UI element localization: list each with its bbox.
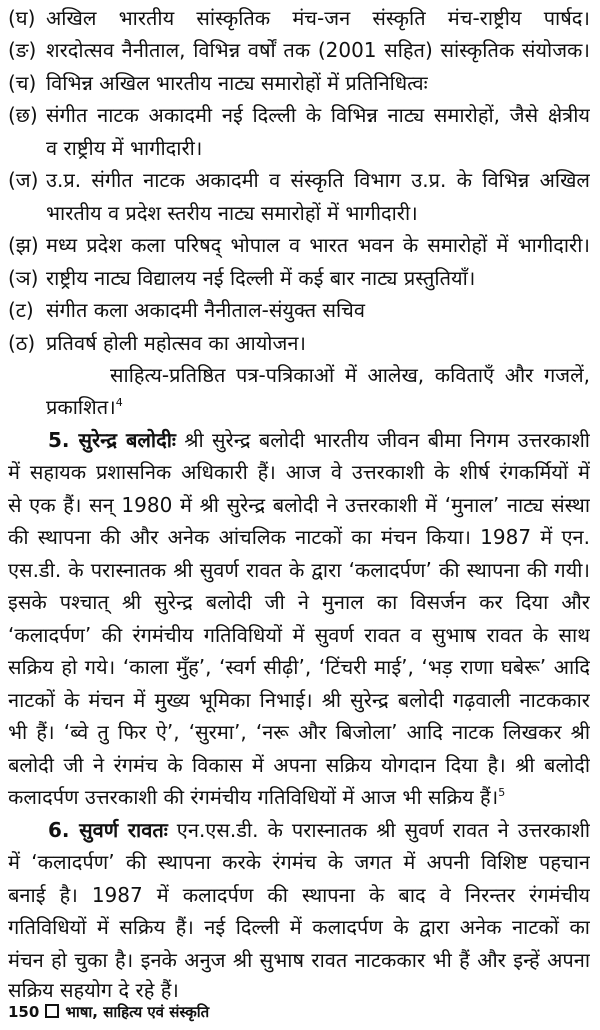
list-item: (घ) अखिल भारतीय सांस्कृतिक मंच-जन संस्कृति मंच-राष्ट्रीय पार्षद।: [8, 2, 590, 34]
section-6-first-line: 6. सुवर्ण रावतः एन.एस.डी. के परास्नातक श्री सुवर्ण रावत ने उत्तरकाशी: [48, 818, 590, 842]
paragraph-line: कलादर्पण उत्तरकाशी की रंगमंचीय गतिविधियों में आज भी सक्रिय हैं।$^5$: [8, 785, 506, 809]
paragraph-line: सक्रिय सहयोग दे रहे हैं।: [8, 978, 179, 1002]
paragraph-line: बनाई है। 1987 में कलादर्पण की स्थापना के बाद वे निरन्तर रंगमंचीय: [8, 883, 590, 907]
paragraph-line: से एक हैं। सन् 1980 में श्री सुरेन्द्र बलोदी ने उत्तरकाशी में ‘मुनाल’ नाट्य संस्था: [8, 493, 590, 517]
list-item: (ङ) शरदोत्सव नैनीताल, विभिन्न वर्षों तक (2001 सहित) सांस्कृतिक संयोजक।: [8, 34, 590, 66]
list-marker: (छ): [8, 103, 38, 127]
list-item: (ज) उ.प्र. संगीत नाटक अकादमी व संस्कृति विभाग उ.प्र. के विभिन्न अखिल: [8, 164, 590, 196]
list-marker: (झ): [8, 233, 39, 257]
list-marker: (घ): [8, 6, 36, 30]
paragraph-line: में सहायक प्रशासनिक अधिकारी हैं। आज वे उत्तरकाशी के शीर्ष रंगकर्मियों में: [8, 460, 590, 484]
book-title: भाषा, साहित्य एवं संस्कृति: [65, 1003, 210, 1021]
section-heading: 5. सुरेन्द्र बलोदीः: [48, 428, 176, 452]
footnote-marker: 5: [498, 786, 506, 799]
paragraph-line: गतिविधियों में सक्रिय हैं। नई दिल्ली में कलादर्पण के द्वारा अनेक नाटकों का: [8, 915, 590, 939]
list-item: (ट) संगीत कला अकादमी नैनीताल-संयुक्त सचिव: [8, 294, 590, 326]
section-5-first-line: 5. सुरेन्द्र बलोदीः श्री सुरेन्द्र बलोदी भारतीय जीवन बीमा निगम उत्तरकाशी: [48, 428, 590, 452]
paragraph-line: एस.डी. के परास्नातक श्री सुवर्ण रावत के द्वारा ‘कलादर्पण’ की स्थापना की गयी।: [8, 558, 590, 582]
paragraph-line: नाटकों के मंचन में मुख्य भूमिका निभाई। श्री सुरेन्द्र बलोदी गढ़वाली नाटककार: [8, 688, 590, 712]
list-marker: (ञ): [8, 266, 39, 290]
publication-note-end: प्रकाशित।$^4$: [46, 395, 123, 419]
page-footer: [8, 1000, 209, 1024]
paragraph-line: की स्थापना की और अनेक आंचलिक नाटकों का मंचन किया। 1987 में एन.: [8, 525, 590, 549]
list-item: (ठ) प्रतिवर्ष होली महोत्सव का आयोजन।: [8, 327, 590, 359]
list-item: (च) विभिन्न अखिल भारतीय नाट्य समारोहों में प्रतिनिधित्वः: [8, 67, 590, 99]
page-number: 150: [8, 1003, 40, 1021]
paragraph-line: मंचन हो चुका है। इनके अनुज श्री सुभाष रावत नाटककार भी हैं और इन्हें अपना: [8, 948, 590, 972]
paragraph-line: भी हैं। ‘ब्वे तु फिर ऐ’, ‘सुरमा’, ‘नरू और बिजोला’ आदि नाटक लिखकर श्री: [8, 720, 590, 744]
paragraph-line: में ‘कलादर्पण’ की स्थापना करके रंगमंच के जगत में अपनी विशिष्ट पहचान: [8, 850, 590, 874]
list-marker: (ज): [8, 168, 39, 192]
list-marker: (च): [8, 71, 37, 95]
list-item: (झ) मध्य प्रदेश कला परिषद् भोपाल व भारत भवन के समारोहों में भागीदारी।: [8, 229, 590, 261]
paragraph-line: सक्रिय हो गये। ‘काला मुँह’, ‘स्वर्ग सीढ़ी’, ‘टिंचरी माई’, ‘भड़ राणा घबेरू’ आदि: [8, 655, 590, 679]
footnote-marker: 4: [115, 396, 123, 409]
paragraph-line: इसके पश्चात् श्री सुरेन्द्र बलोदी जी ने मुनाल का विसर्जन कर दिया और: [8, 590, 590, 614]
list-item-continuation: व राष्ट्रीय में भागीदारी।: [46, 136, 203, 160]
list-marker: (ट): [8, 298, 34, 322]
list-marker: (ङ): [8, 38, 37, 62]
list-item: (छ) संगीत नाटक अकादमी नई दिल्ली के विभिन्न नाट्य समारोहों, जैसे क्षेत्रीय: [8, 99, 590, 131]
paragraph-line: बलोदी जी ने रंगमंच के विकास में अपना सक्रिय योगदान दिया है। श्री बलोदी: [8, 753, 590, 777]
list-item-continuation: भारतीय व प्रदेश स्तरीय नाट्य समारोहों में भागीदारी।: [46, 201, 418, 225]
list-marker: (ठ): [8, 331, 36, 355]
square-bullet-icon: [45, 1004, 59, 1018]
list-item: (ञ) राष्ट्रीय नाट्य विद्यालय नई दिल्ली में कई बार नाट्य प्रस्तुतियाँ।: [8, 262, 590, 294]
publication-note: साहित्य-प्रतिष्ठित पत्र-पत्रिकाओं में आलेख, कविताएँ और गजलें,: [110, 363, 590, 387]
paragraph-line: ‘कलादर्पण’ की रंगमंचीय गतिविधियों में सुवर्ण रावत व सुभाष रावत के साथ: [8, 623, 590, 647]
section-heading: 6. सुवर्ण रावतः: [48, 818, 168, 842]
